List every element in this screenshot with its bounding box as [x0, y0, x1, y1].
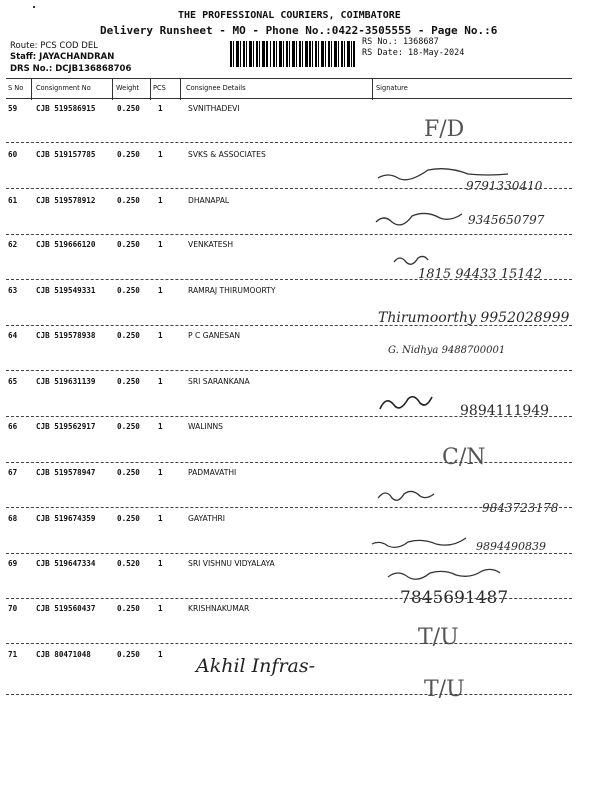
- rs-date: RS Date: 18-May-2024: [362, 48, 465, 58]
- row-sno: 69: [8, 559, 18, 568]
- row-divider: [6, 370, 572, 371]
- signature: [372, 248, 594, 288]
- row-weight: 0.250: [117, 240, 140, 249]
- row-weight: 0.250: [117, 604, 140, 613]
- col-header-pcs: PCS: [153, 84, 166, 92]
- row-consignment: CJB 519586915: [36, 104, 96, 113]
- row-consignee: VENKATESH: [188, 240, 234, 249]
- signature-text: 9843723178: [482, 501, 559, 515]
- signature: [372, 112, 594, 152]
- row-pcs: 1: [158, 196, 163, 205]
- row-weight: 0.250: [117, 468, 140, 477]
- row-sno: 59: [8, 104, 18, 113]
- row-pcs: 1: [158, 377, 163, 386]
- row-sno: 60: [8, 150, 18, 159]
- row-consignee: RAMRAJ THIRUMOORTY: [188, 286, 276, 295]
- col-divider: [372, 78, 373, 100]
- route-label: Route: PCS COD DEL: [10, 41, 98, 51]
- col-header-sno: S No: [8, 84, 24, 92]
- row-divider: [6, 507, 572, 508]
- signature: [372, 204, 594, 244]
- scan-speck: [33, 6, 35, 8]
- row-consignee: SVKS & ASSOCIATES: [188, 150, 266, 159]
- row-consignment: CJB 80471048: [36, 650, 91, 659]
- row-sno: 61: [8, 196, 18, 205]
- col-divider: [180, 78, 181, 100]
- barcode: [230, 41, 355, 67]
- row-pcs: 1: [158, 559, 163, 568]
- row-pcs: 1: [158, 650, 163, 659]
- row-consignment: CJB 519157785: [36, 150, 96, 159]
- row-weight: 0.250: [117, 104, 140, 113]
- row-consignee: P C GANESAN: [188, 331, 241, 340]
- row-consignee: PADMAVATHI: [188, 468, 237, 477]
- row-consignee: WALINNS: [188, 422, 223, 431]
- row-consignment: CJB 519666120: [36, 240, 96, 249]
- signature: [372, 476, 594, 516]
- signature-text: 1815 94433 15142: [418, 267, 543, 282]
- signature-text: T/U: [424, 677, 465, 702]
- signature-text: 9791330410: [466, 179, 543, 193]
- row-divider: [6, 553, 572, 554]
- row-pcs: 1: [158, 286, 163, 295]
- signature: [372, 385, 594, 425]
- signature: [372, 430, 594, 470]
- row-weight: 0.250: [117, 514, 140, 523]
- row-sno: 64: [8, 331, 18, 340]
- row-consignment: CJB 519674359: [36, 514, 96, 523]
- runsheet-title: Delivery Runsheet - MO - Phone No.:0422-3505555 - Page No.:6: [100, 24, 498, 37]
- signature-text: F/D: [424, 117, 465, 142]
- row-divider: [6, 279, 572, 280]
- row-divider: [6, 643, 572, 644]
- row-consignee: DHANAPAL: [188, 196, 230, 205]
- row-weight: 0.250: [117, 331, 140, 340]
- row-pcs: 1: [158, 422, 163, 431]
- row-divider: [6, 694, 572, 695]
- row-sno: 70: [8, 604, 18, 613]
- table-row: [0, 150, 600, 196]
- signature: [372, 658, 594, 702]
- row-sno: 71: [8, 650, 18, 659]
- col-header-consignment: Consignment No: [36, 84, 91, 92]
- table-top-rule: [6, 78, 572, 79]
- row-consignment: CJB 519631139: [36, 377, 96, 386]
- table-row: [0, 104, 600, 150]
- row-divider: [6, 325, 572, 326]
- row-pcs: 1: [158, 331, 163, 340]
- row-consignee: GAYATHRI: [188, 514, 226, 523]
- signature: [372, 522, 594, 562]
- drs-number: DRS No.: DCJB136868706: [10, 64, 132, 74]
- row-divider: [6, 598, 572, 599]
- row-weight: 0.520: [117, 559, 140, 568]
- col-header-weight: Weight: [116, 84, 139, 92]
- col-header-signature: Signature: [376, 84, 408, 92]
- row-consignment: CJB 519560437: [36, 604, 96, 613]
- row-consignee: SRI SARANKANA: [188, 377, 250, 386]
- signature-text: G. Nidhya 9488700001: [388, 345, 506, 356]
- row-divider: [6, 462, 572, 463]
- row-consignment: CJB 519578938: [36, 331, 96, 340]
- signature-text: Thirumoorthy 9952028999: [378, 310, 570, 326]
- signature: [372, 339, 594, 379]
- row-divider: [6, 188, 572, 189]
- signature-text: 9345650797: [468, 213, 545, 227]
- col-divider: [31, 78, 32, 100]
- row-sno: 66: [8, 422, 18, 431]
- row-consignment: CJB 519549331: [36, 286, 96, 295]
- row-sno: 63: [8, 286, 18, 295]
- row-weight: 0.250: [117, 422, 140, 431]
- table-header-rule: [6, 98, 572, 99]
- row-consignment: CJB 519578912: [36, 196, 96, 205]
- row-consignment: CJB 519578947: [36, 468, 96, 477]
- row-divider: [6, 142, 572, 143]
- row-weight: 0.250: [117, 650, 140, 659]
- row-consignee: SVNITHADEVI: [188, 104, 240, 113]
- row-pcs: 1: [158, 514, 163, 523]
- signature-text: 7845691487: [400, 588, 509, 608]
- row-pcs: 1: [158, 150, 163, 159]
- row-sno: 62: [8, 240, 18, 249]
- row-weight: 0.250: [117, 286, 140, 295]
- signature-text: 9894111949: [460, 403, 550, 419]
- signature: [372, 158, 594, 198]
- col-header-consignee: Consignee Details: [186, 84, 246, 92]
- row-sno: 67: [8, 468, 18, 477]
- row-consignment: CJB 519562917: [36, 422, 96, 431]
- signature: [372, 567, 594, 607]
- signature-text: C/N: [442, 445, 486, 470]
- staff-label: Staff: JAYACHANDRAN: [10, 52, 115, 62]
- signature-text: 9894490839: [476, 540, 546, 553]
- signature: [372, 612, 594, 652]
- rs-number: RS No.: 1368687: [362, 37, 439, 47]
- row-pcs: 1: [158, 604, 163, 613]
- row-weight: 0.250: [117, 150, 140, 159]
- row-pcs: 1: [158, 468, 163, 477]
- row-sno: 68: [8, 514, 18, 523]
- signature-text: T/U: [418, 625, 459, 650]
- row-pcs: 1: [158, 240, 163, 249]
- col-divider: [112, 78, 113, 100]
- row-divider: [6, 416, 572, 417]
- row-weight: 0.250: [117, 377, 140, 386]
- row-pcs: 1: [158, 104, 163, 113]
- row-consignee: KRISHNAKUMAR: [188, 604, 250, 613]
- row-weight: 0.250: [117, 196, 140, 205]
- handwritten-note: Akhil Infras-: [196, 655, 316, 677]
- col-divider: [150, 78, 151, 100]
- row-divider: [6, 234, 572, 235]
- company-name: THE PROFESSIONAL COURIERS, COIMBATORE: [178, 10, 401, 21]
- row-sno: 65: [8, 377, 18, 386]
- row-consignee: SRI VISHNU VIDYALAYA: [188, 559, 275, 568]
- row-consignment: CJB 519647334: [36, 559, 96, 568]
- signature: [372, 294, 594, 334]
- table-row: [0, 196, 600, 242]
